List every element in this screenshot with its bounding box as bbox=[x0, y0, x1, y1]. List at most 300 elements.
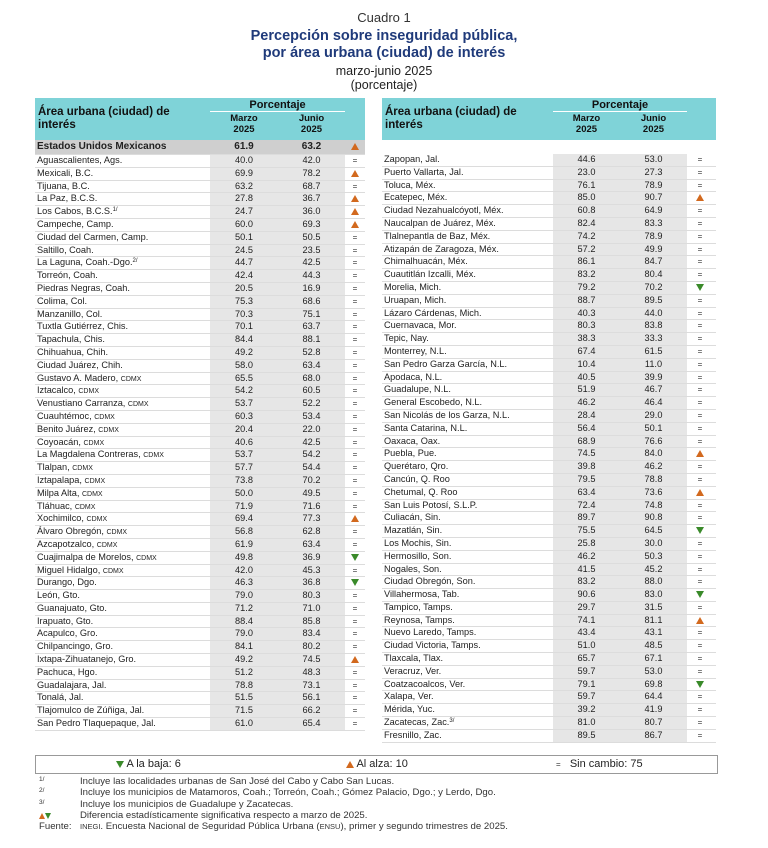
city-label: Durango, Dgo. bbox=[37, 577, 97, 588]
value-junio: 80.7 bbox=[644, 717, 663, 728]
value-marzo: 20.4 bbox=[235, 423, 253, 434]
city-label: Iztacalco, bbox=[37, 385, 76, 396]
table-row bbox=[35, 667, 365, 680]
equal-icon: = bbox=[352, 667, 358, 677]
change-indicator bbox=[345, 449, 365, 461]
city-name bbox=[384, 346, 447, 358]
up-triangle-icon bbox=[696, 489, 704, 496]
cdmx-tag: CDMX bbox=[127, 401, 149, 409]
equal-icon: = bbox=[352, 488, 358, 498]
city-name bbox=[37, 667, 97, 679]
city-label: San Pedro Tlaquepaque, Jal. bbox=[37, 718, 156, 729]
value-junio: 67.1 bbox=[644, 653, 663, 664]
equal-icon: = bbox=[352, 424, 358, 434]
table-row bbox=[382, 525, 716, 538]
header-junio-label: Junio bbox=[298, 113, 325, 124]
equal-icon: = bbox=[352, 450, 358, 460]
value-marzo: 56.8 bbox=[235, 526, 253, 537]
change-indicator bbox=[690, 231, 710, 243]
city-label: Ciudad Nezahualcóyotl, Méx. bbox=[384, 205, 504, 216]
cdmx-tag: CDMX bbox=[106, 529, 128, 537]
city-name bbox=[37, 232, 148, 244]
value-marzo: 40.3 bbox=[577, 307, 596, 318]
value-marzo: 71.2 bbox=[235, 602, 253, 613]
city-name bbox=[37, 219, 114, 231]
table-row bbox=[382, 423, 716, 436]
value-junio: 29.0 bbox=[644, 409, 663, 420]
source-inegi: INEGI bbox=[80, 822, 101, 832]
city-name bbox=[37, 385, 99, 398]
table-row bbox=[382, 461, 716, 474]
value-marzo: 41.5 bbox=[577, 563, 596, 574]
value-junio: 60.5 bbox=[302, 385, 321, 396]
value-marzo: 75.5 bbox=[577, 525, 596, 536]
change-indicator bbox=[690, 205, 710, 217]
equal-icon: = bbox=[697, 577, 703, 587]
equal-icon: = bbox=[697, 500, 703, 510]
change-indicator bbox=[690, 154, 710, 166]
header-junio-year: 2025 bbox=[642, 124, 665, 135]
change-indicator bbox=[690, 602, 710, 614]
value-junio: 78.9 bbox=[644, 230, 663, 241]
city-label: Colima, Col. bbox=[37, 295, 88, 306]
table-number: Cuadro 1 bbox=[357, 10, 411, 25]
table-row bbox=[35, 654, 365, 667]
city-label: Mexicali, B.C. bbox=[37, 167, 94, 178]
table-row bbox=[35, 309, 365, 322]
down-triangle-icon bbox=[351, 579, 359, 586]
change-indicator bbox=[690, 180, 710, 192]
up-triangle-icon bbox=[351, 195, 359, 202]
city-name bbox=[384, 666, 441, 678]
city-label: Cuauhtémoc, bbox=[37, 410, 92, 421]
change-indicator bbox=[345, 526, 365, 538]
equal-icon: = bbox=[352, 565, 358, 575]
header-marzo-label: Marzo bbox=[230, 113, 258, 124]
equal-icon: = bbox=[697, 654, 703, 664]
city-label: Apodaca, N.L. bbox=[384, 371, 443, 382]
value-marzo: 51.0 bbox=[577, 640, 596, 651]
city-label: Tapachula, Chis. bbox=[37, 334, 105, 345]
change-indicator bbox=[345, 398, 365, 410]
city-label: Lázaro Cárdenas, Mich. bbox=[384, 307, 482, 318]
value-junio: 33.3 bbox=[644, 333, 663, 344]
city-label: Tlajomulco de Zúñiga, Jal. bbox=[37, 705, 145, 716]
value-junio: 74.8 bbox=[644, 499, 663, 510]
national-marzo: 61.9 bbox=[234, 141, 254, 152]
value-junio: 49.9 bbox=[644, 243, 663, 254]
city-name bbox=[384, 269, 476, 281]
national-junio: 63.2 bbox=[301, 141, 322, 152]
value-marzo: 89.5 bbox=[577, 729, 596, 740]
change-indicator bbox=[345, 321, 365, 333]
city-label: Ecatepec, Méx. bbox=[384, 192, 448, 203]
city-label: Álvaro Obregón, bbox=[37, 526, 104, 537]
cdmx-tag: CDMX bbox=[120, 375, 142, 383]
table-row bbox=[35, 181, 365, 194]
city-label: Xochimilco, bbox=[37, 513, 84, 524]
change-indicator bbox=[345, 411, 365, 423]
city-name bbox=[37, 692, 83, 704]
change-indicator bbox=[345, 309, 365, 321]
change-indicator bbox=[690, 167, 710, 179]
table-row bbox=[382, 231, 716, 244]
city-name bbox=[384, 205, 504, 217]
city-name bbox=[37, 539, 117, 552]
city-name bbox=[37, 270, 98, 282]
equal-icon: = bbox=[352, 181, 358, 191]
change-indicator bbox=[690, 269, 710, 281]
city-name bbox=[37, 616, 93, 628]
header-area-line1: Área urbana (ciudad) de bbox=[385, 106, 517, 118]
city-name bbox=[384, 308, 482, 320]
city-label: Coyoacán, bbox=[37, 436, 81, 447]
value-junio: 42.0 bbox=[302, 155, 321, 165]
value-marzo: 84.1 bbox=[235, 641, 253, 652]
value-marzo: 79.5 bbox=[577, 473, 596, 484]
table-row bbox=[35, 360, 365, 373]
city-name bbox=[37, 168, 93, 180]
value-junio: 63.7 bbox=[302, 321, 321, 332]
city-name bbox=[37, 449, 164, 462]
value-junio: 80.3 bbox=[302, 590, 321, 601]
value-junio: 65.4 bbox=[302, 718, 321, 729]
city-name bbox=[384, 410, 510, 422]
value-marzo: 40.5 bbox=[577, 371, 596, 382]
legend bbox=[35, 755, 718, 774]
header-marzo-year: 2025 bbox=[233, 124, 255, 135]
value-marzo: 39.8 bbox=[577, 461, 596, 472]
value-marzo: 72.4 bbox=[577, 499, 596, 510]
value-marzo: 20.5 bbox=[235, 282, 253, 293]
table-row bbox=[35, 449, 365, 462]
city-name bbox=[37, 654, 136, 666]
value-marzo: 88.7 bbox=[577, 294, 596, 305]
city-label: Manzanillo, Col. bbox=[37, 308, 103, 319]
national-indicator bbox=[345, 140, 365, 154]
city-name bbox=[384, 691, 434, 703]
value-marzo: 70.1 bbox=[235, 321, 253, 332]
value-junio: 45.2 bbox=[644, 563, 663, 574]
city-name bbox=[37, 360, 123, 372]
city-label: La Paz, B.C.S. bbox=[37, 193, 98, 204]
table-row bbox=[382, 346, 716, 359]
value-junio: 74.5 bbox=[302, 654, 321, 665]
equal-icon: = bbox=[697, 359, 703, 369]
change-indicator bbox=[690, 320, 710, 332]
value-marzo: 51.5 bbox=[235, 692, 253, 703]
equal-icon: = bbox=[697, 602, 703, 612]
city-name bbox=[384, 525, 442, 537]
cdmx-tag: CDMX bbox=[143, 452, 164, 460]
equal-icon: = bbox=[352, 232, 358, 242]
value-junio: 53.0 bbox=[644, 665, 663, 676]
header-junio bbox=[620, 113, 687, 135]
value-marzo: 79.0 bbox=[235, 590, 253, 601]
source-line bbox=[35, 821, 735, 832]
value-marzo: 25.8 bbox=[577, 537, 596, 548]
table-row bbox=[35, 628, 365, 641]
table-row bbox=[35, 641, 365, 654]
table-row bbox=[382, 320, 716, 333]
city-name bbox=[37, 475, 105, 488]
equal-icon: = bbox=[697, 295, 703, 305]
value-marzo: 61.9 bbox=[235, 538, 253, 549]
city-label: Atizapán de Zaragoza, Méx. bbox=[384, 243, 499, 254]
change-indicator bbox=[690, 627, 710, 639]
city-label: Villahermosa, Tab. bbox=[384, 589, 460, 600]
down-triangle-icon bbox=[696, 284, 704, 291]
equal-icon: = bbox=[352, 245, 358, 255]
value-junio: 83.0 bbox=[644, 589, 663, 600]
equal-icon: = bbox=[352, 335, 358, 345]
city-name bbox=[37, 590, 80, 602]
city-name bbox=[37, 513, 107, 526]
value-junio: 75.1 bbox=[302, 308, 321, 319]
value-marzo: 80.3 bbox=[577, 320, 596, 331]
cdmx-tag: CDMX bbox=[86, 516, 108, 524]
change-indicator bbox=[345, 257, 365, 269]
down-triangle-icon bbox=[45, 813, 51, 819]
national-row bbox=[35, 140, 365, 155]
table-row bbox=[35, 718, 365, 731]
change-indicator bbox=[345, 193, 365, 205]
city-label: Santa Catarina, N.L. bbox=[384, 422, 468, 433]
value-marzo: 29.7 bbox=[577, 601, 596, 612]
legend-sin-cambio bbox=[556, 756, 643, 773]
value-marzo: 53.7 bbox=[235, 398, 253, 409]
city-label: San Nicolás de los Garza, N.L. bbox=[384, 409, 510, 420]
city-name bbox=[384, 218, 496, 230]
city-name bbox=[37, 334, 105, 346]
change-indicator bbox=[690, 576, 710, 588]
city-label: Tampico, Tamps. bbox=[384, 601, 453, 612]
equal-icon: = bbox=[697, 244, 703, 254]
table-row bbox=[35, 437, 365, 450]
value-marzo: 61.0 bbox=[235, 718, 253, 729]
cdmx-tag: CDMX bbox=[84, 477, 106, 485]
city-label: Chihuahua, Chih. bbox=[37, 346, 108, 357]
value-marzo: 50.1 bbox=[235, 231, 253, 242]
city-name bbox=[384, 436, 440, 448]
value-junio: 83.3 bbox=[644, 217, 663, 228]
table-row bbox=[35, 232, 365, 245]
city-name bbox=[37, 705, 144, 717]
city-label: Puerto Vallarta, Jal. bbox=[384, 166, 464, 177]
city-name bbox=[37, 552, 157, 565]
table-row bbox=[35, 334, 365, 347]
equal-icon: = bbox=[352, 322, 358, 332]
city-label: León, Gto. bbox=[37, 590, 80, 601]
city-name bbox=[37, 347, 108, 359]
value-junio: 70.2 bbox=[644, 281, 663, 292]
equal-icon: = bbox=[556, 760, 561, 769]
table-row bbox=[382, 205, 716, 218]
city-name bbox=[37, 245, 94, 257]
value-marzo: 83.2 bbox=[577, 269, 596, 280]
table-row bbox=[382, 256, 716, 269]
city-name bbox=[384, 512, 441, 524]
city-label: Monterrey, N.L. bbox=[384, 345, 447, 356]
value-junio: 39.9 bbox=[644, 371, 663, 382]
value-marzo: 79.2 bbox=[577, 281, 596, 292]
city-label: Los Cabos, B.C.S. bbox=[37, 206, 113, 217]
equal-icon: = bbox=[697, 180, 703, 190]
equal-icon: = bbox=[352, 629, 358, 639]
source-ensu: ENSU bbox=[319, 822, 341, 832]
down-triangle-icon bbox=[116, 761, 124, 768]
city-name bbox=[37, 309, 102, 321]
equal-icon: = bbox=[697, 423, 703, 433]
change-indicator bbox=[345, 437, 365, 449]
change-indicator bbox=[690, 730, 710, 742]
equal-icon: = bbox=[697, 334, 703, 344]
value-marzo: 63.4 bbox=[577, 486, 596, 497]
value-junio: 30.0 bbox=[644, 537, 663, 548]
footnote bbox=[35, 799, 735, 810]
footnote-text: Incluye los municipios de Guadalupe y Zacatecas. bbox=[80, 798, 294, 810]
value-junio: 84.0 bbox=[644, 448, 663, 459]
footnote bbox=[35, 787, 735, 798]
value-marzo: 10.4 bbox=[577, 358, 596, 369]
city-label: Mazatlán, Sin. bbox=[384, 525, 443, 536]
city-label: Guadalupe, N.L. bbox=[384, 384, 451, 395]
value-marzo: 69.9 bbox=[235, 167, 253, 178]
change-indicator bbox=[345, 628, 365, 640]
equal-icon: = bbox=[352, 603, 358, 613]
equal-icon: = bbox=[352, 283, 358, 293]
value-junio: 84.7 bbox=[644, 256, 663, 267]
change-indicator bbox=[690, 704, 710, 716]
change-indicator bbox=[690, 244, 710, 256]
table-row bbox=[382, 564, 716, 577]
change-indicator bbox=[345, 219, 365, 231]
equal-icon: = bbox=[352, 411, 358, 421]
value-junio: 68.7 bbox=[302, 180, 321, 191]
header-area bbox=[385, 106, 517, 132]
value-marzo: 74.1 bbox=[577, 614, 596, 625]
city-name bbox=[37, 193, 97, 205]
equal-icon: = bbox=[352, 680, 358, 690]
equal-icon: = bbox=[352, 437, 358, 447]
city-label: Nuevo Laredo, Tamps. bbox=[384, 627, 477, 638]
equal-icon: = bbox=[697, 372, 703, 382]
change-indicator bbox=[345, 360, 365, 372]
equal-icon: = bbox=[697, 705, 703, 715]
city-name bbox=[37, 488, 103, 501]
value-marzo: 27.8 bbox=[235, 193, 253, 204]
change-indicator bbox=[345, 603, 365, 615]
value-junio: 69.3 bbox=[302, 218, 321, 229]
city-label: Nogales, Son. bbox=[384, 563, 442, 574]
city-name bbox=[37, 283, 130, 295]
city-name bbox=[37, 641, 113, 653]
table-row bbox=[35, 501, 365, 514]
value-marzo: 44.7 bbox=[235, 257, 253, 268]
left-table-body bbox=[35, 155, 365, 731]
value-marzo: 51.2 bbox=[235, 666, 253, 677]
legend-alza bbox=[346, 756, 408, 773]
national-name: Estados Unidos Mexicanos bbox=[37, 141, 167, 152]
legend-baja-text: A la baja: 6 bbox=[126, 758, 181, 770]
value-junio: 69.8 bbox=[644, 678, 663, 689]
table-row bbox=[35, 577, 365, 590]
value-marzo: 88.4 bbox=[235, 615, 253, 626]
table-row bbox=[382, 717, 716, 730]
city-label: Venustiano Carranza, bbox=[37, 398, 126, 409]
value-marzo: 53.7 bbox=[235, 449, 253, 460]
value-marzo: 65.5 bbox=[235, 372, 253, 383]
cdmx-tag: CDMX bbox=[83, 439, 105, 447]
city-label: Tijuana, B.C. bbox=[37, 180, 90, 191]
up-triangle-icon bbox=[351, 221, 359, 228]
city-label: Miguel Hidalgo, bbox=[37, 564, 101, 575]
table-row bbox=[382, 512, 716, 525]
equal-icon: = bbox=[352, 719, 358, 729]
city-label: Veracruz, Ver. bbox=[384, 665, 442, 676]
value-junio: 80.4 bbox=[644, 269, 663, 280]
table-row bbox=[382, 359, 716, 372]
page-title bbox=[0, 28, 768, 62]
table-row bbox=[35, 257, 365, 270]
city-label: Tonalá, Jal. bbox=[37, 692, 84, 703]
city-name bbox=[37, 565, 124, 578]
city-name bbox=[384, 359, 507, 371]
city-name bbox=[384, 244, 499, 256]
city-name bbox=[37, 296, 87, 308]
equal-icon: = bbox=[352, 386, 358, 396]
table-row bbox=[382, 627, 716, 640]
down-triangle-icon bbox=[696, 591, 704, 598]
city-label: Gustavo A. Madero, bbox=[37, 372, 119, 383]
header-area-line2: interés bbox=[385, 119, 423, 131]
equal-icon: = bbox=[352, 463, 358, 473]
up-triangle-icon bbox=[696, 194, 704, 201]
value-marzo: 60.3 bbox=[235, 410, 253, 421]
change-indicator bbox=[690, 538, 710, 550]
value-junio: 36.0 bbox=[302, 206, 321, 217]
value-junio: 78.8 bbox=[644, 473, 663, 484]
value-junio: 64.4 bbox=[644, 691, 663, 702]
value-junio: 78.9 bbox=[644, 179, 663, 190]
value-marzo: 50.0 bbox=[235, 487, 253, 498]
city-label: Tláhuac, bbox=[37, 500, 73, 511]
table-row bbox=[382, 602, 716, 615]
title-line-1: Percepción sobre inseguridad pública, bbox=[250, 28, 518, 44]
table-row bbox=[382, 615, 716, 628]
table-row bbox=[382, 640, 716, 653]
city-label: Benito Juárez, bbox=[37, 423, 96, 434]
value-junio: 31.5 bbox=[644, 601, 663, 612]
table-row bbox=[382, 666, 716, 679]
city-label: Ciudad Victoria, Tamps. bbox=[384, 640, 481, 651]
change-indicator bbox=[690, 691, 710, 703]
cdmx-tag: CDMX bbox=[78, 388, 99, 396]
table-row bbox=[382, 244, 716, 257]
change-indicator bbox=[690, 384, 710, 396]
table-row bbox=[382, 180, 716, 193]
city-name bbox=[384, 500, 477, 512]
value-junio: 54.4 bbox=[302, 462, 321, 473]
value-marzo: 59.7 bbox=[577, 665, 596, 676]
table-row bbox=[35, 680, 365, 693]
header-marzo bbox=[553, 113, 620, 135]
city-label: Chimalhuacán, Méx. bbox=[384, 256, 468, 267]
change-indicator bbox=[690, 372, 710, 384]
city-label: Zapopan, Jal. bbox=[384, 154, 440, 164]
city-name bbox=[37, 411, 115, 424]
change-indicator bbox=[345, 424, 365, 436]
